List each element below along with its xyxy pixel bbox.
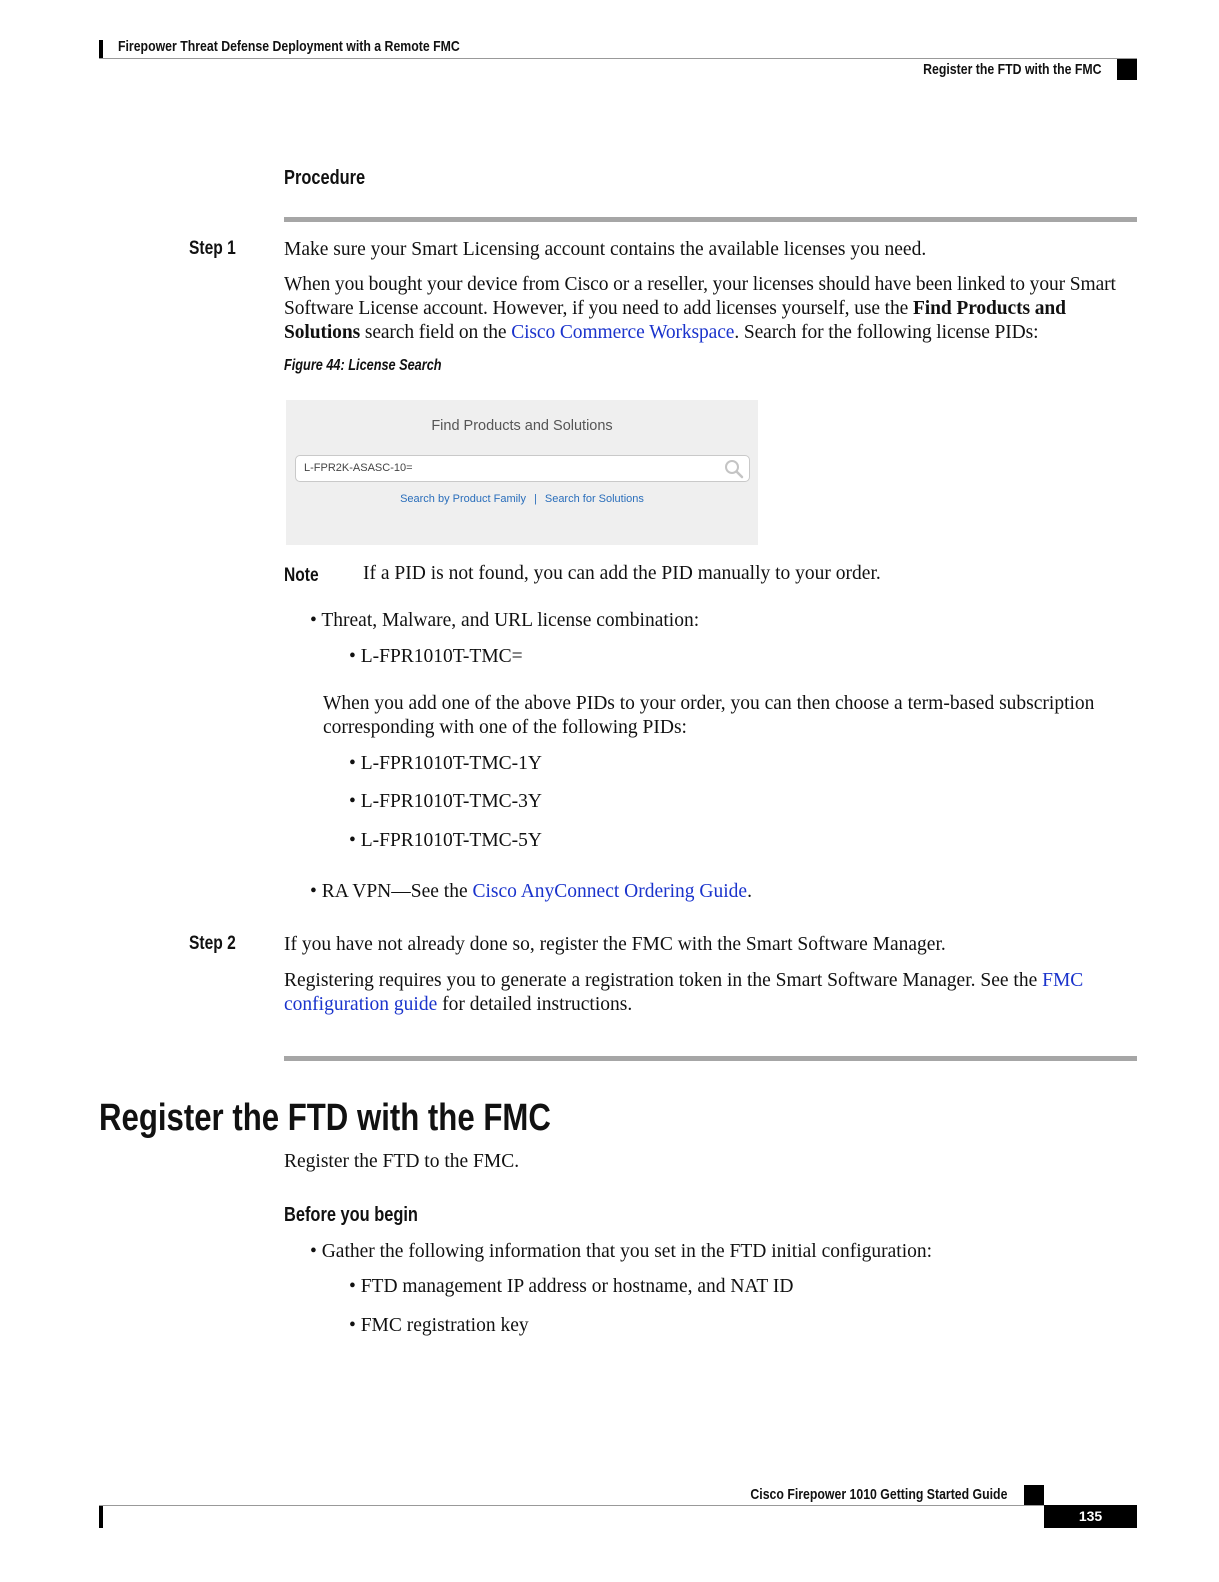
list-item: • Threat, Malware, and URL license combination: (310, 610, 700, 631)
header-left-bar (99, 40, 103, 59)
license-search-figure (286, 400, 758, 545)
search-links (286, 493, 758, 505)
footer-guide-title: Cisco Firepower 1010 Getting Started Guide (749, 1486, 1007, 1503)
step-1-paragraph: When you bought your device from Cisco or a reseller, your licenses should have been linked to your Smart Software License account. However, if you need to add licenses yourself, use the Find Products and Solutions search field on the Cisco Commerce Workspace. Search for the following license PIDs: (284, 274, 1116, 343)
footer-right-block (1024, 1485, 1044, 1505)
search-by-product-family-link[interactable]: Search by Product Family (400, 493, 526, 505)
product-search-input[interactable] (295, 455, 750, 482)
header-rule (99, 58, 1137, 59)
list-item: • L-FPR1010T-TMC= (349, 646, 523, 667)
fmc-configuration-guide-link[interactable]: FMC configuration guide (284, 970, 1084, 1015)
procedure-bottom-rule (284, 1056, 1137, 1061)
step-2-text: If you have not already done so, register the FMC with the Smart Software Manager. (284, 934, 946, 955)
product-search-value: L-FPR2K-ASASC-10= (304, 462, 413, 474)
link-separator: | (534, 493, 537, 505)
step-2-paragraph: Registering requires you to generate a registration token in the Smart Software Manager. See the FMC configuration guide for detailed instructions. (284, 970, 1084, 1015)
find-products-title: Find Products and Solutions (431, 418, 613, 434)
find-products-bold: Find Products and Solutions (284, 298, 1066, 343)
procedure-heading: Procedure (284, 167, 366, 189)
list-item: • FMC registration key (349, 1315, 529, 1336)
list-item: • L-FPR1010T-TMC-3Y (349, 791, 543, 812)
page-number: 135 (1044, 1505, 1137, 1528)
header-doc-title: Firepower Threat Defense Deployment with a Remote FMC (118, 38, 460, 55)
procedure-top-rule (284, 217, 1137, 222)
list-item: • L-FPR1010T-TMC-1Y (349, 753, 543, 774)
figure-caption: Figure 44: License Search (284, 357, 442, 374)
search-icon[interactable] (724, 459, 744, 479)
section-title: Register the FTD with the FMC (99, 1097, 551, 1139)
header-right-block (1117, 59, 1137, 80)
list-item: • RA VPN—See the Cisco AnyConnect Ordering Guide. (310, 881, 752, 902)
list-item: • FTD management IP address or hostname, and NAT ID (349, 1276, 794, 1297)
search-for-solutions-link[interactable]: Search for Solutions (544, 493, 644, 505)
step-1-text: Make sure your Smart Licensing account contains the available licenses you need. (284, 239, 927, 260)
note-label: Note (284, 565, 319, 586)
cisco-commerce-workspace-link[interactable]: Cisco Commerce Workspace (511, 322, 735, 343)
step-1-label: Step 1 (189, 238, 236, 259)
before-you-begin-heading: Before you begin (284, 1204, 418, 1226)
list-item: • Gather the following information that you set in the FTD initial configuration: (310, 1241, 933, 1262)
section-intro: Register the FTD to the FMC. (284, 1151, 520, 1172)
footer-left-bar (99, 1506, 103, 1528)
footer-rule (99, 1505, 1044, 1506)
header-section-title: Register the FTD with the FMC (922, 61, 1101, 78)
note-text: If a PID is not found, you can add the PID manually to your order. (363, 563, 881, 584)
list-item: • L-FPR1010T-TMC-5Y (349, 830, 543, 851)
anyconnect-ordering-guide-link[interactable]: Cisco AnyConnect Ordering Guide (472, 881, 748, 902)
step-2-label: Step 2 (189, 933, 236, 954)
term-paragraph: When you add one of the above PIDs to your order, you can then choose a term-based subscription corresponding with one of the following PIDs: (323, 693, 1095, 738)
